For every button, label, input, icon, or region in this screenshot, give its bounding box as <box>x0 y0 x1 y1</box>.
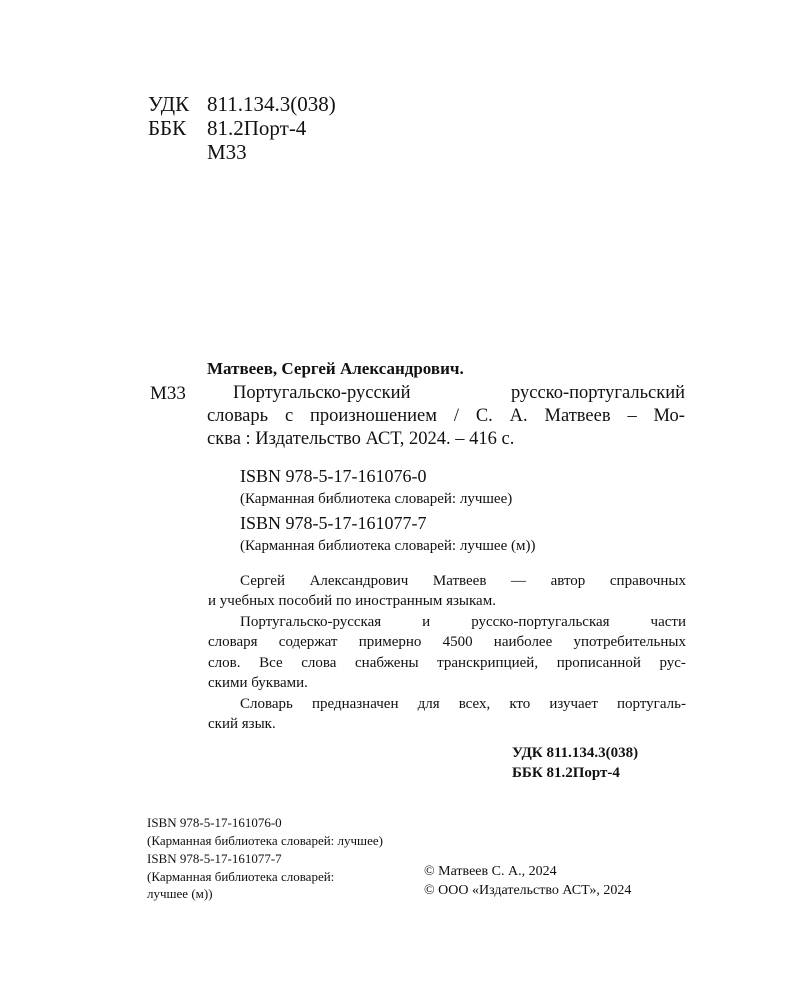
author-mark-top: М33 <box>207 140 247 164</box>
udk-label: УДК <box>148 92 190 116</box>
annotation <box>208 571 686 741</box>
isbn-2: ISBN 978-5-17-161077-7 <box>240 513 427 533</box>
bbk-bottom: ББК 81.2Порт-4 <box>512 765 620 781</box>
bbk-value: 81.2Порт-4 <box>207 116 307 140</box>
annotation-line: скими буквами. <box>208 675 308 691</box>
udk-bottom: УДК 811.134.3(038) <box>512 745 639 761</box>
series-1: (Карманная библиотека словарей: лучшее) <box>240 491 513 507</box>
footer-series-1: (Карманная библиотека словарей: лучшее) <box>147 833 383 848</box>
isbn-1: ISBN 978-5-17-161076-0 <box>240 466 427 486</box>
footer-series-2-line1: (Карманная библиотека словарей: <box>147 869 335 884</box>
annotation-line: слов. Все слова снабжены транскрипцией, прописанной рус- <box>208 655 686 671</box>
annotation-line: Португальско-русская и русско-португальская части <box>240 614 686 630</box>
copyright-author: © Матвеев С. А., 2024 <box>424 864 557 879</box>
annotation-line: Словарь предназначен для всех, кто изучает португаль- <box>240 696 686 712</box>
author-heading: Матвеев, Сергей Александрович. <box>207 359 464 378</box>
annotation-line: словаря содержат примерно 4500 наиболее употребительных <box>208 634 686 650</box>
description-line: словарь с произношением / С. А. Матвеев – Мо- <box>207 406 685 426</box>
annotation-line: Сергей Александрович Матвеев — автор справочных <box>240 573 686 589</box>
description-line: сква : Издательство АСТ, 2024. – 416 с. <box>207 429 515 449</box>
description-line: Португальско-русский русско-португальский <box>233 383 685 403</box>
bbk-label: ББК <box>148 116 187 140</box>
udk-value: 811.134.3(038) <box>207 92 336 116</box>
series-2: (Карманная библиотека словарей: лучшее (м)) <box>240 538 536 554</box>
footer-isbn-1: ISBN 978-5-17-161076-0 <box>147 815 282 830</box>
record-description <box>207 382 685 449</box>
footer-series-2-line2: лучшее (м)) <box>147 886 213 901</box>
footer-isbn-2: ISBN 978-5-17-161077-7 <box>147 851 282 866</box>
annotation-line: и учебных пособий по иностранным языкам. <box>208 593 496 609</box>
annotation-line: ский язык. <box>208 716 276 732</box>
author-mark: М33 <box>150 383 186 404</box>
copyright-publisher: © ООО «Издательство АСТ», 2024 <box>424 883 632 898</box>
